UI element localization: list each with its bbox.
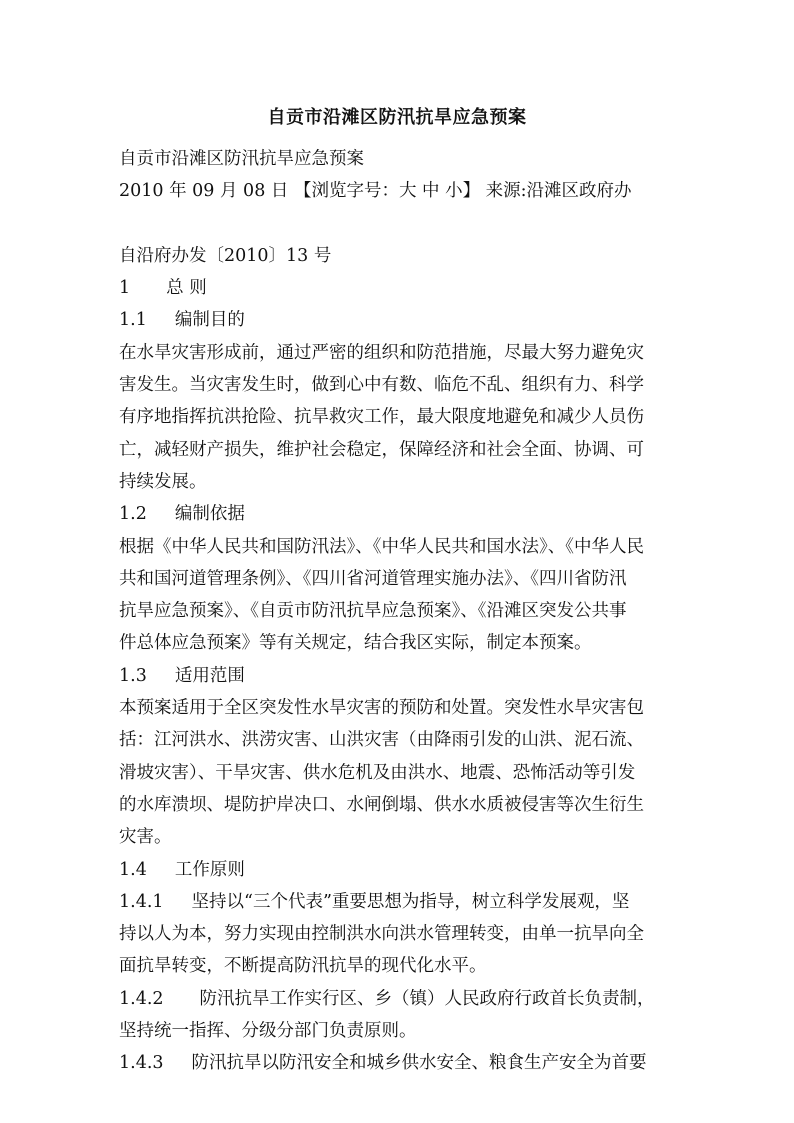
section-number: 1.4 [119,859,147,880]
clause-number: 1.4.1 [119,891,164,912]
paragraph-line: 根据《中华人民共和国防汛法》、《中华人民共和国水法》、《中华人民 [119,536,644,557]
section-title: 工作原则 [174,859,245,880]
blank-line [119,208,675,240]
section-heading-1-2 [119,498,675,530]
paragraph-line: 有序地指挥抗洪抢险、抗旱救灾工作，最大限度地避免和减少人员伤 [119,407,644,428]
paragraph-line: 亡，减轻财产损失，维护社会稳定，保障经济和社会全面、协调、可 [119,439,644,460]
section-heading-1-3 [119,660,675,692]
paragraph-line: 害发生。当灾害发生时，做到心中有数、临危不乱、组织有力、科学 [119,375,644,396]
section-number: 1.2 [119,504,147,525]
paragraph-line: 面抗旱转变，不断提高防汛抗旱的现代化水平。 [119,956,487,977]
paragraph-line: 共和国河道管理条例》、《四川省河道管理实施办法》、《四川省防汛 [119,568,627,589]
clause-number: 1.4.3 [119,1053,164,1074]
paragraph-line: 灾害。 [119,827,172,848]
section-heading-1 [119,272,675,304]
section-title: 编制目的 [174,310,245,331]
paragraph-line: 抗旱应急预案》、《自贡市防汛抗旱应急预案》、《沿滩区突发公共事 [119,601,627,622]
section-title: 总 则 [166,278,207,299]
paragraph-line: 的水库溃坝、堤防护岸决口、水闸倒塌、供水水质被侵害等次生衍生 [119,794,644,815]
document-body [119,143,675,1080]
paragraph-line: 持以人为本，努力实现由控制洪水向洪水管理转变，由单一抗旱向全 [119,924,644,945]
paragraph-line: 件总体应急预案》等有关规定，结合我区实际，制定本预案。 [119,633,592,654]
meta-line: 2010 年 09 月 08 日 【浏览字号：大 中 小】 来源:沿滩区政府办 [119,181,632,202]
section-title: 编制依据 [174,504,245,525]
paragraph-line: 在水旱灾害形成前，通过严密的组织和防范措施，尽最大努力避免灾 [119,342,644,363]
doc-number: 自沿府办发〔2010〕13 号 [119,245,332,266]
clause-text: 防汛抗旱以防汛安全和城乡供水安全、粮食生产安全为首要 [191,1053,647,1074]
subtitle: 自贡市沿滩区防汛抗旱应急预案 [119,149,364,169]
paragraph-line: 持续发展。 [119,471,207,492]
section-title: 适用范围 [174,665,245,686]
clause-1-4-1 [119,886,675,918]
paragraph-line: 滑坡灾害）、干旱灾害、供水危机及由洪水、地震、恐怖活动等引发 [119,762,636,783]
paragraph-line: 本预案适用于全区突发性水旱灾害的预防和处置。突发性水旱灾害包 [119,698,644,719]
section-number: 1.3 [119,665,147,686]
section-heading-1-1 [119,304,675,336]
clause-number: 1.4.2 [119,988,164,1009]
paragraph-line: 坚持统一指挥、分级分部门负责原则。 [119,1021,417,1042]
section-heading-1-4 [119,854,675,886]
section-number: 1.1 [119,310,147,331]
clause-1-4-2 [119,983,675,1015]
paragraph-line: 括：江河洪水、洪涝灾害、山洪灾害（由降雨引发的山洪、泥石流、 [119,730,644,751]
clause-text: 坚持以“三个代表”重要思想为指导，树立科学发展观，坚 [191,891,630,912]
document-title: 自贡市沿滩区防汛抗旱应急预案 [267,107,527,128]
clause-text: 防汛抗旱工作实行区、乡（镇）人民政府行政首长负责制， [199,988,655,1009]
clause-1-4-3 [119,1047,675,1079]
section-number: 1 [119,278,131,299]
